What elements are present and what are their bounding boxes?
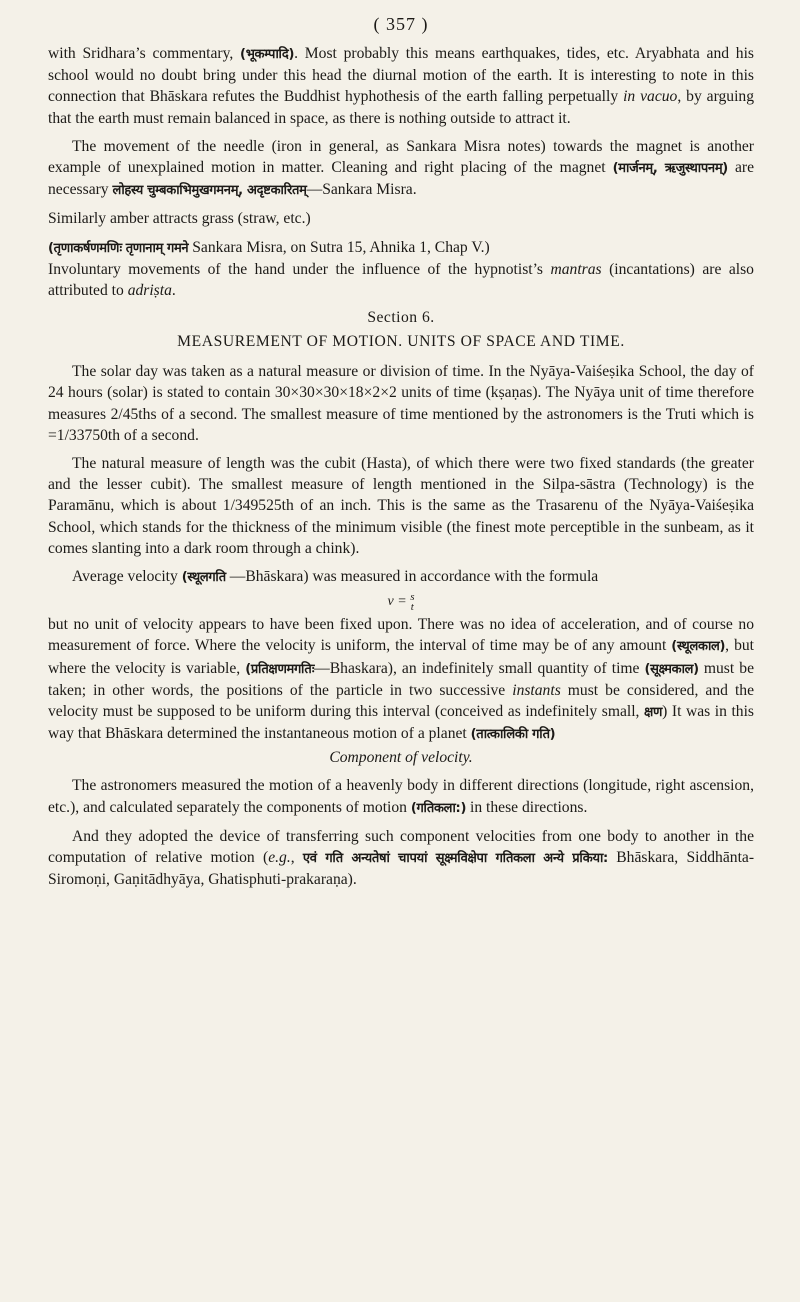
- paragraph-6: The solar day was taken as a natural measure or division of time. In the Nyāya-Vaiśeṣika School, the day of 24 hours (solar) is stated to contain 30×30×30×18×2×2 units of time (kṣaṇas). The Nyāya unit of time therefore measures 2/45ths of a second. The smallest measure of time mentioned by the astronomers is the Truti which is =1/33750th of a second.: [48, 363, 754, 444]
- paragraph-2: [48, 136, 754, 202]
- p11-italic: e.g.: [268, 849, 291, 867]
- p5-italic-1: mantras: [550, 260, 602, 278]
- p5-text-a: Involuntary movements of the hand under the influence of the hypnotist’s: [48, 260, 551, 278]
- p9-sanskrit-2: (प्रतिक्षणमगतिः: [245, 661, 315, 677]
- p2-text-a: The movement of the needle (iron in general, as Sankara Misra notes) towards the magnet is another example of unexplained motion in matter. Cleaning and right placing of the magnet: [48, 137, 754, 177]
- p8-text-b: —Bhāskara) was measured in accordance with the formula: [225, 568, 599, 586]
- p9-text-b: , but where the velocity is variable,: [48, 637, 754, 677]
- p2-text-b: are necessary: [48, 159, 754, 199]
- paragraph-5: [48, 259, 754, 301]
- section-label: Section 6.: [367, 309, 435, 327]
- p5-italic-2: adriṣta: [127, 282, 172, 300]
- p10-sanskrit: (गतिकला:): [410, 800, 467, 816]
- p2-text-c: —Sankara Misra.: [306, 181, 417, 199]
- p1-italic: in vacuo: [623, 88, 678, 106]
- p5-text-c: .: [171, 282, 176, 300]
- formula-fraction: [410, 592, 414, 612]
- p4-sanskrit-1: (तृणाकर्षणमणिः: [48, 240, 122, 256]
- paragraph-4: [48, 237, 754, 259]
- p9-sanskrit-1: (स्थूलकाल): [671, 639, 726, 655]
- p4-sanskrit-2: तृणानाम्: [125, 240, 164, 256]
- p9-italic: instants: [512, 681, 561, 699]
- paragraph-10: [48, 775, 754, 818]
- formula-denominator: t: [410, 601, 414, 614]
- p11-text-b: ,: [290, 849, 303, 867]
- p8-sanskrit: (स्थूलगति: [181, 570, 226, 586]
- p1-sanskrit: (भूकम्पादि): [240, 47, 295, 62]
- p4-sanskrit-3: गमने: [166, 240, 189, 256]
- p1-text-c: , by arguing that the earth must remain balanced in space, as there is nothing outside to attract it.: [48, 88, 755, 127]
- subheading-component-velocity: Component of velocity.: [329, 749, 473, 767]
- formula-numerator: s: [410, 591, 415, 604]
- formula-lhs: v =: [387, 594, 407, 610]
- p9-text-a: but no unit of velocity appears to have been fixed upon. There was no idea of acceleration, and of course no measurement of force. Where the velocity is uniform, the interval of time may be of any amount: [48, 616, 754, 655]
- p1-text-b: . Most probably this means earthquakes, tides, etc. Aryabhata and his school would no doubt bring under this head the diurnal motion of the earth. It is interesting to note in this connection that Bhāskara refutes the Buddhist hyphothesis of the earth falling perpetually: [48, 45, 754, 106]
- p9-text-e: must be considered, and the velocity must be supposed to be uniform during this interval (conceived as indefinitely small,: [48, 681, 755, 721]
- p11-sanskrit: एवं गति अन्यतेषां चापयां सूक्ष्मविक्षेपा गतिकला अन्ये प्रकिया:: [302, 851, 608, 867]
- p4-text-b: Sankara Misra, on Sutra 15, Ahnika 1, Chap V.): [188, 238, 490, 256]
- paragraph-9: [48, 614, 754, 745]
- p9-text-c: —Bhaskara), an indefinitely small quantity of time: [314, 659, 645, 677]
- p11-text-a: And they adopted the device of transferring such component velocities from one body to another in the computation of relative motion (: [48, 827, 754, 867]
- p8-text-a: Average velocity: [72, 568, 182, 586]
- p9-sanskrit-3: (सूक्ष्मकाल): [644, 661, 699, 677]
- p2-sanskrit-2: लोहस्य चुम्बकाभिमुखगमनम्, अदृष्टकारितम्: [112, 183, 307, 199]
- p9-sanskrit-5: (तात्कालिकी गति): [470, 727, 556, 743]
- p9-text-f: ) It was in this way that Bhāskara determined the instantaneous motion of a planet: [48, 703, 754, 743]
- p5-text-b: (incantations) are also attributed to: [48, 260, 754, 300]
- p10-text-b: in these directions.: [466, 798, 588, 816]
- paragraph-3: Similarly amber attracts grass (straw, etc.): [48, 210, 311, 228]
- p11-text-c: Bhāskara, Siddhānta-Siromoṇi, Gaṇitādhyāya, Ghatisphuti-prakaraṇa).: [48, 849, 755, 889]
- page-number: ( 357 ): [373, 14, 429, 34]
- p9-sanskrit-4: क्षण: [644, 705, 663, 721]
- paragraph-7: The natural measure of length was the cubit (Hasta), of which there were two fixed standards (the greater and the lesser cubit). The smallest measure of length mentioned in the Silpa-sāstra (Technology) is the Paramānu, which is about 1/349525th of an inch. This is the same as the Trasarenu of the Nyāya-Vaiśeṣika School, which stands for the thickness of the minimum visible (the finest mote perceptible in the sunbeam, as it comes slanting into a dark room through a chink).: [48, 455, 754, 557]
- paragraph-11: [48, 826, 754, 891]
- p2-sanskrit-1: (मार्जनम्, ऋजुस्थापनम्): [612, 161, 728, 177]
- paragraph-8: [48, 566, 754, 588]
- section-heading: MEASUREMENT OF MOTION. UNITS OF SPACE AND TIME.: [177, 333, 625, 351]
- p1-text-a: with Sridhara’s commentary,: [48, 45, 241, 62]
- p9-text-d: must be taken; in other words, the positions of the particle in two successive: [48, 659, 754, 699]
- p10-text-a: The astronomers measured the motion of a heavenly body in different directions (longitude, right ascension, etc.), and calculated separately the components of motion: [48, 777, 754, 816]
- paragraph-1: [48, 43, 754, 129]
- velocity-formula: [48, 592, 754, 612]
